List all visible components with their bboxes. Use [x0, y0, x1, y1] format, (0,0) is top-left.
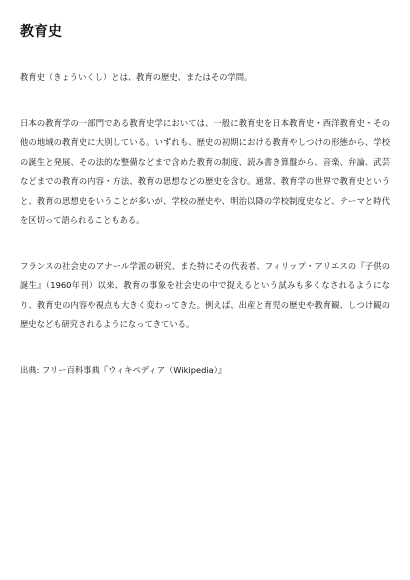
intro-paragraph: 教育史（きょういくし）とは、教育の歴史、またはその学問。: [20, 72, 253, 82]
body-paragraph-2: フランスの社会史のアナール学派の研究、また特にその代表者、フィリップ・アリエスの『子供の誕生』（1960年刊）以来、教育の事象を社会史の中で捉えるという試みも多くなされるようになり、教育史の内容や視点も大きく変わってきた。例えば、出産と育児の歴史や教育観、しつけ観の歴史なども研究されるようになってきている。: [20, 260, 390, 329]
body-paragraph-1: 日本の教育学の一部門である教育史学においては、一般に教育史を日本教育史・西洋教育史・その他の地域の教育史に大別している。いずれも、歴史の初期における教育やしつけの形態から、学校の誕生と発展、その法的な整備などまで含めた教育の制度、読み書き算盤から、音楽、弁論、武芸などまでの教育の内容・方法、教育の思想などの歴史を含む。通常、教育学の世界で教育史というと、教育の思想史をいうことが多いが、学校の歴史や、明治以降の学校制度史など、テーマと時代を区切って語られることもある。: [20, 117, 390, 225]
source-citation: 出典: フリー百科事典『ウィキペディア（Wikipedia）』: [20, 364, 227, 375]
page-title: 教育史: [20, 24, 62, 40]
